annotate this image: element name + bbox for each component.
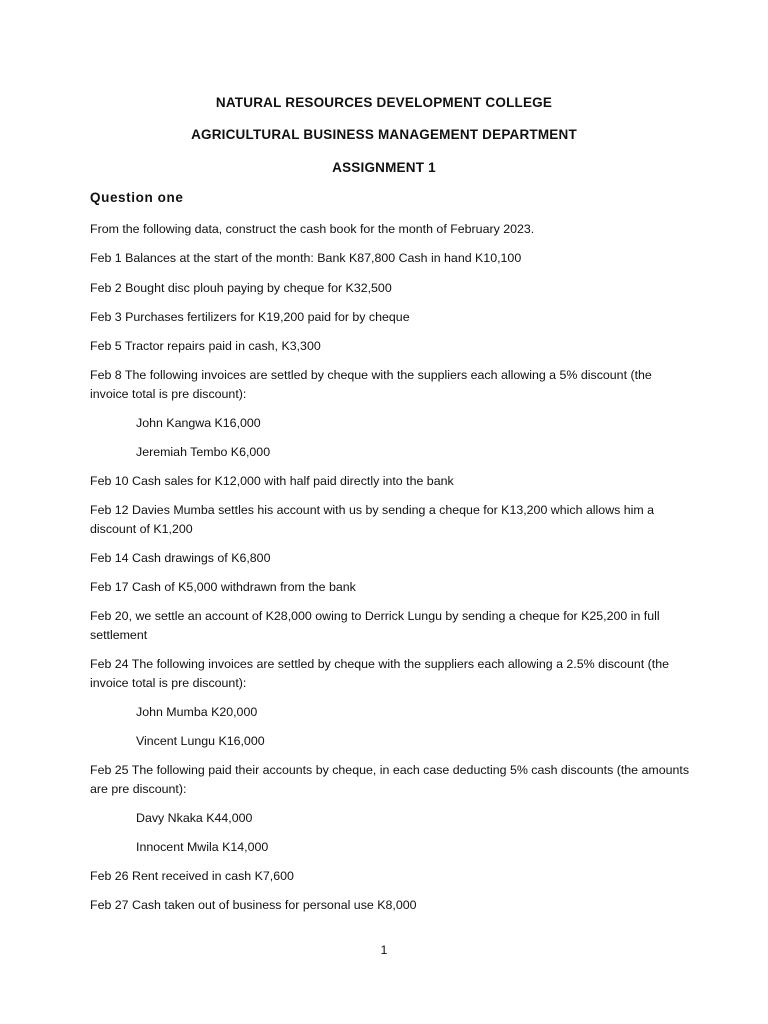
list-item: Feb 14 Cash drawings of K6,800	[90, 551, 271, 565]
list-item: Feb 17 Cash of K5,000 withdrawn from the bank	[90, 580, 356, 594]
page-number: 1	[380, 943, 388, 957]
assignment-title: ASSIGNMENT 1	[332, 160, 436, 175]
list-item: Feb 25 The following paid their accounts by cheque, in each case deducting 5% cash discounts (the amounts are pre discount):	[90, 763, 690, 796]
list-item: Feb 2 Bought disc plouh paying by cheque for K32,500	[90, 281, 392, 295]
list-item: Davy Nkaka K44,000	[136, 811, 253, 825]
list-item: Feb 8 The following invoices are settled by cheque with the suppliers each allowing a 5% discount (the invoice total is pre discount):	[90, 368, 652, 401]
college-title: NATURAL RESOURCES DEVELOPMENT COLLEGE	[215, 95, 553, 110]
list-item: Feb 1 Balances at the start of the month: Bank K87,800 Cash in hand K10,100	[90, 251, 522, 265]
question-title: Question one	[90, 190, 184, 205]
list-item: John Mumba K20,000	[136, 705, 258, 719]
list-item: Innocent Mwila K14,000	[136, 840, 269, 854]
list-item: John Kangwa K16,000	[136, 416, 261, 430]
list-item: Feb 26 Rent received in cash K7,600	[90, 869, 294, 883]
list-item: Feb 3 Purchases fertilizers for K19,200 paid for by cheque	[90, 310, 410, 324]
list-item: Jeremiah Tembo K6,000	[136, 445, 271, 459]
list-item: Feb 20, we settle an account of K28,000 owing to Derrick Lungu by sending a cheque for K25,200 in full settlement	[90, 609, 660, 642]
list-item: Feb 12 Davies Mumba settles his account with us by sending a cheque for K13,200 which allows him a discount of K1,200	[90, 503, 655, 536]
list-item: Vincent Lungu K16,000	[136, 734, 265, 748]
department-title: AGRICULTURAL BUSINESS MANAGEMENT DEPARTMENT	[191, 127, 577, 142]
list-item: Feb 5 Tractor repairs paid in cash, K3,300	[90, 339, 321, 353]
list-item: Feb 10 Cash sales for K12,000 with half paid directly into the bank	[90, 474, 454, 488]
list-item: Feb 24 The following invoices are settled by cheque with the suppliers each allowing a 2.5% discount (the invoice total is pre discount):	[90, 657, 670, 690]
question-intro: From the following data, construct the cash book for the month of February 2023.	[90, 222, 535, 236]
list-item: Feb 27 Cash taken out of business for personal use K8,000	[90, 898, 417, 912]
